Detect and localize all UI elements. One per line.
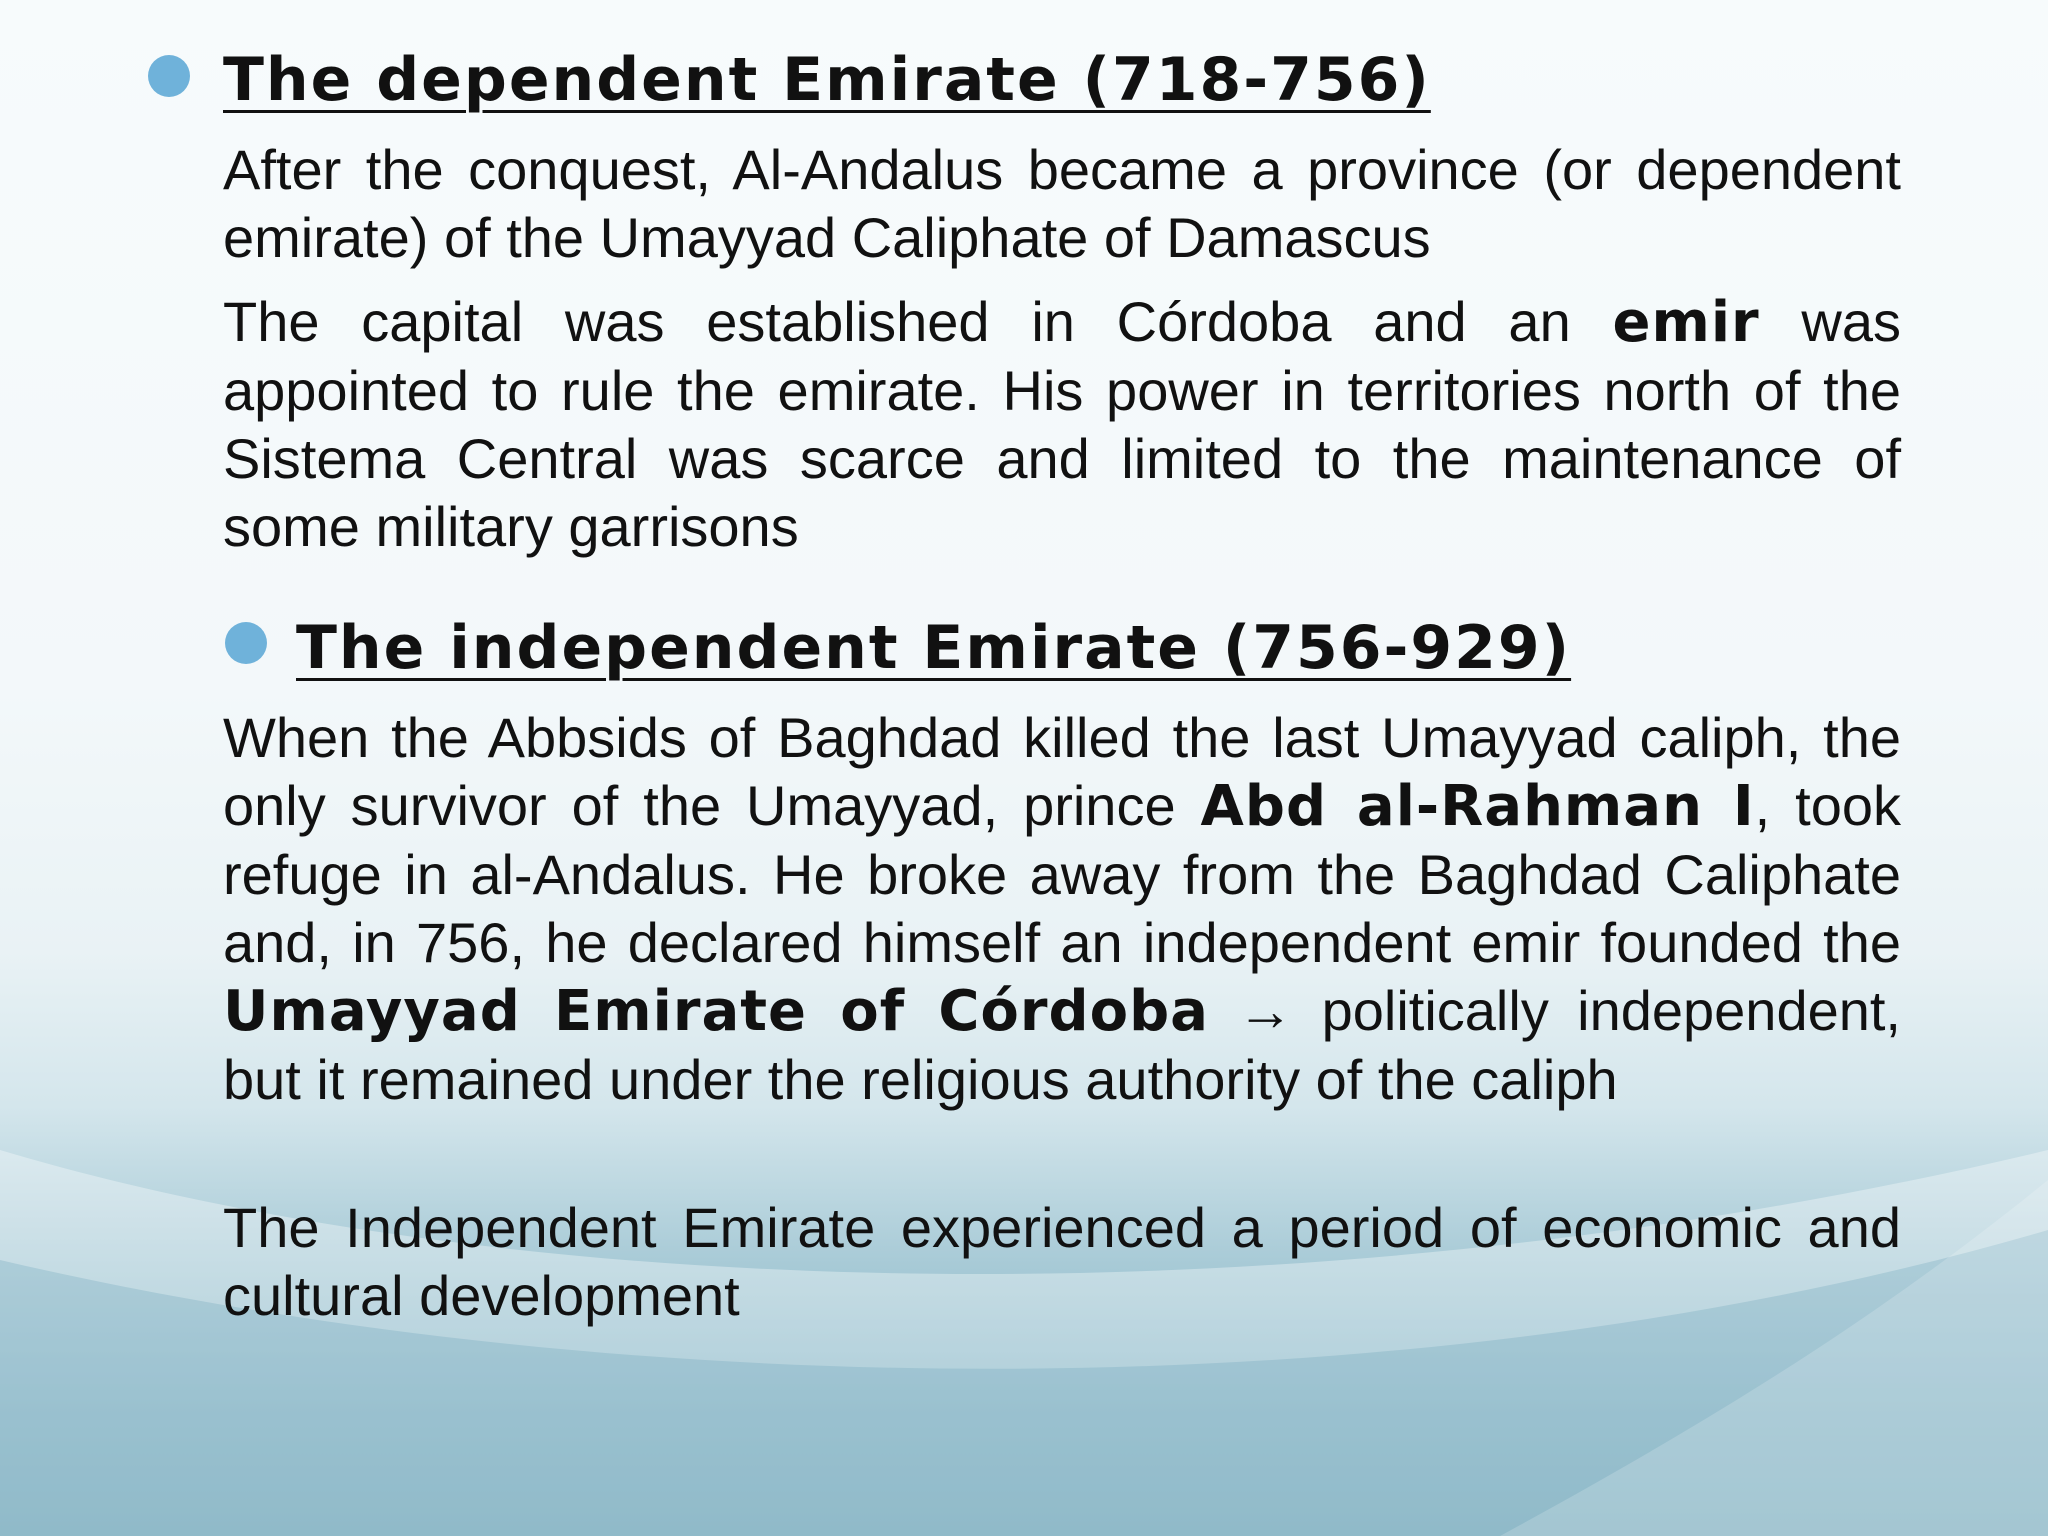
paragraph-abbasids-baghdad [223, 704, 1901, 1114]
umayyad-emirate-bold-term: Umayyad Emirate of Córdoba [223, 979, 1209, 1044]
capital-text-before: The capital was established in Córdoba and an [223, 290, 1613, 353]
abbasids-text-2: , took refuge in al-Andalus. He broke away from the Baghdad Caliphate and, in 756, he declared himself an independent emir founded the [223, 774, 1901, 974]
heading-dependent-emirate: The dependent Emirate (718-756) [223, 45, 1431, 115]
emir-bold-term: emir [1612, 290, 1760, 355]
paragraph-economic-development: The Independent Emirate experienced a period of economic and cultural development [223, 1196, 1901, 1327]
abbasids-text-1: When the Abbsids of Baghdad killed the last Umayyad caliph, the only survivor of the Umayyad, prince [223, 706, 1901, 837]
abbasids-text-3: politically independent, but it remained under the religious authority of the caliph [223, 979, 1901, 1111]
abd-al-rahman-bold-term: Abd al-Rahman I [1200, 774, 1755, 839]
paragraph-after-conquest: After the conquest, Al-Andalus became a province (or dependent emirate) of the Umayyad Caliphate of Damascus [223, 138, 1901, 269]
arrow-right-icon: → [1208, 979, 1294, 1042]
heading-independent-emirate: The independent Emirate (756-929) [296, 613, 1572, 683]
capital-text-after: was appointed to rule the emirate. His power in territories north of the Sistema Central was scarce and limited to the maintenance of some military garrisons [223, 290, 1901, 558]
bullet-dot-2 [225, 622, 267, 664]
